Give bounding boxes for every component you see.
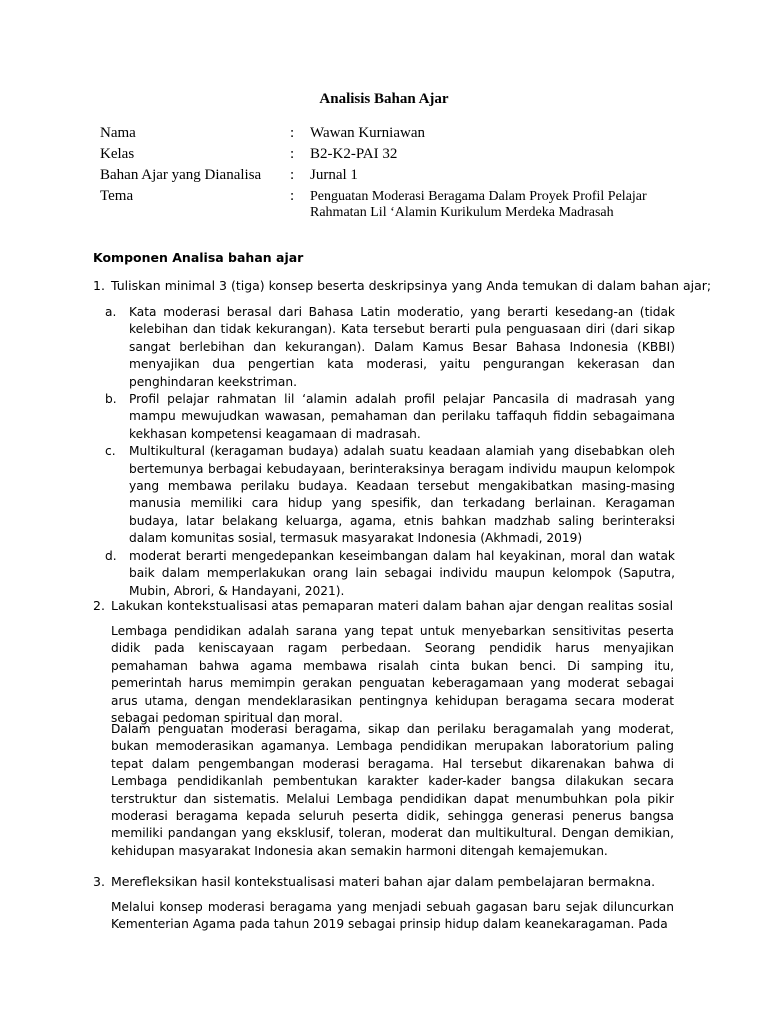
section-title: Komponen Analisa bahan ajar (93, 250, 304, 265)
info-table (100, 123, 680, 221)
info-value: Penguatan Moderasi Beragama Dalam Proyek Profil Pelajar Rahmatan Lil ‘Alamin Kurikulum Merdeka Madrasah (310, 189, 647, 220)
list-text: Multikultural (keragaman budaya) adalah suatu keadaan alamiah yang disebabkan oleh bertemunya berbagai kebudayaan, berinteraksinya beragam individu maupun kelompok yang membawa perilaku budaya. Keadaan tersebut mengakibatkan masing-masing manusia memiliki cara hidup yang spesifik, dan terkadang berlainan. Keragaman budaya, latar belakang keluarga, agama, etnis bahkan madzhab saling berinteraksi dalam komunitas sosial, termasuk masyarakat Indonesia (Akhmadi, 2019) (129, 444, 675, 546)
list-item (105, 443, 675, 547)
info-row-nama (100, 123, 680, 144)
info-value: B2-K2-PAI 32 (310, 146, 398, 162)
question-number: 2. (93, 598, 105, 613)
info-colon: : (290, 125, 295, 141)
list-letter: b. (105, 392, 117, 407)
info-colon: : (290, 188, 295, 204)
paragraph: Melalui konsep moderasi beragama yang menjadi sebuah gagasan baru sejak diluncurkan Kementerian Agama pada tahun 2019 sebagai prinsip hidup dalam keanekaragaman. Pada (111, 900, 674, 932)
info-colon: : (290, 146, 295, 162)
info-colon: : (290, 167, 295, 183)
question-text: Lakukan kontekstualisasi atas pemaparan materi dalam bahan ajar dengan realitas sosial (111, 598, 674, 613)
info-value: Jurnal 1 (310, 167, 358, 183)
info-label: Bahan Ajar yang Dianalisa (100, 167, 262, 183)
list-text: Kata moderasi berasal dari Bahasa Latin moderatio, yang berarti kesedang-an (tidak kelebihan dan tidak kekurangan). Kata tersebut berarti pula penguasaan diri (dari sikap sangat berlebihan dan kekurangan). Dalam Kamus Besar Bahasa Indonesia (KBBI) menyajikan dua pengertian kata moderasi, yaitu pengurangan kekerasan dan penghindaran keekstriman. (129, 305, 675, 389)
list-letter: d. (105, 548, 117, 563)
question-text: Tuliskan minimal 3 (tiga) konsep beserta deskripsinya yang Anda temukan di dalam bahan ajar; (111, 278, 712, 293)
info-value: Wawan Kurniawan (310, 125, 425, 141)
paragraph: Dalam penguatan moderasi beragama, sikap dan perilaku beragamalah yang moderat, bukan memoderasikan agamanya. Lembaga pendidikan merupakan laboratorium paling tepat dalam pengembangan moderasi beragama. Hal tersebut dikarenakan bahwa di Lembaga pendidikanlah pembentukan karakter kader-kader bangsa dilakukan secara terstruktur dan sistematis. Melalui Lembaga pendidikan dapat menumbuhkan pola pikir moderasi beragama kepada seluruh peserta didik, sehingga generasi penerus bangsa memiliki pandangan yang eksklusif, toleran, moderat dan multikultural. Dengan demikian, kehidupan masyarakat Indonesia akan semakin harmoni ditengah kemajemukan. (111, 722, 674, 858)
list-letter: a. (105, 305, 117, 319)
question-number: 3. (93, 874, 105, 889)
info-row-kelas (100, 144, 680, 165)
document-title: Analisis Bahan Ajar (319, 91, 449, 107)
question-number: 1. (93, 278, 105, 293)
list-item (105, 548, 675, 600)
info-row-bahan-ajar (100, 165, 680, 186)
info-label: Tema (100, 188, 134, 204)
question-text: Merefleksikan hasil kontekstualisasi materi bahan ajar dalam pembelajaran bermakna. (111, 874, 656, 889)
info-label: Nama (100, 125, 136, 141)
paragraph: Lembaga pendidikan adalah sarana yang tepat untuk menyebarkan sensitivitas peserta didik pada keniscayaan ragam perbedaan. Seorang pendidik harus menyajikan pemahaman bahwa agama membawa risalah cinta bukan benci. Di samping itu, pemerintah harus memimpin gerakan penguatan keberagamaan yang moderat sebagai arus utama, dengan mendeklarasikan pentingnya kehidupan beragama secara moderat sebagai pedoman spiritual dan moral. (111, 624, 674, 726)
list-letter: c. (105, 444, 116, 459)
info-row-tema (100, 186, 680, 221)
list-text: moderat berarti mengedepankan keseimbangan dalam hal keyakinan, moral dan watak baik dalam memperlakukan orang lain sebagai individu maupun kelompok (Saputra, Mubin, Abrori, & Handayani, 2021). (129, 548, 675, 598)
list-text: Profil pelajar rahmatan lil ‘alamin adalah profil pelajar Pancasila di madrasah yang mampu mewujudkan wawasan, pemahaman dan perilaku taffaquh fiddin sebagaimana kekhasan kompetensi keagamaan di madrasah. (129, 392, 675, 441)
info-label: Kelas (100, 146, 135, 162)
list-item (105, 304, 675, 391)
concept-list (105, 304, 675, 600)
list-item (105, 391, 675, 443)
